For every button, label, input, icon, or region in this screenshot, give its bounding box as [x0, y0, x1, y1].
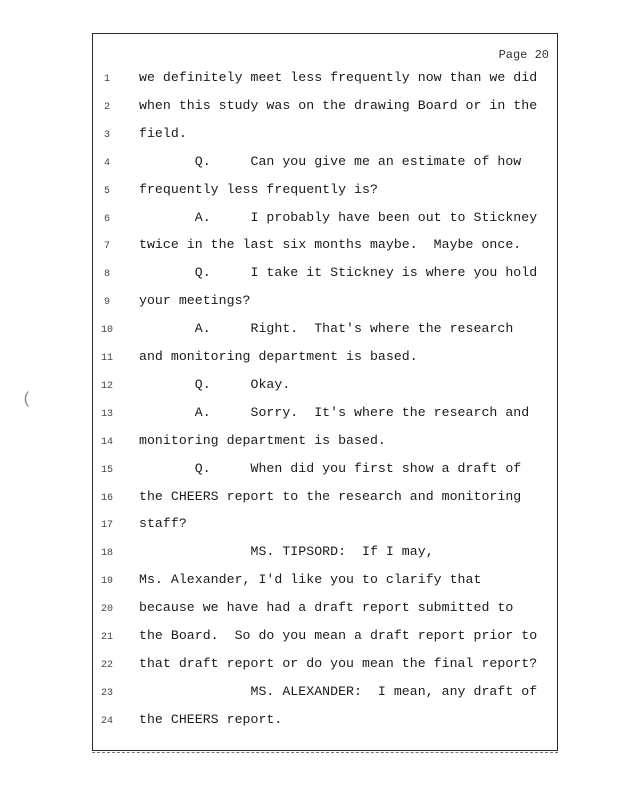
line-text: MS. TIPSORD: If I may,: [139, 544, 434, 560]
line-number: 15: [100, 464, 113, 476]
transcript-line: [93, 405, 559, 433]
line-text: Q. Can you give me an estimate of how: [139, 153, 522, 169]
line-text: monitoring department is based.: [139, 432, 386, 448]
line-number: 9: [103, 297, 110, 309]
line-number: 20: [100, 604, 113, 616]
line-number: 23: [100, 687, 113, 699]
line-text: staff?: [139, 516, 187, 532]
bottom-rule: [92, 752, 558, 754]
transcript-line: [93, 516, 559, 544]
line-text: because we have had a draft report submitted to: [139, 600, 514, 616]
transcript-line: [93, 712, 559, 740]
transcript-line: [93, 544, 559, 572]
line-text: when this study was on the drawing Board or in the: [139, 97, 538, 113]
transcript-page: [92, 33, 558, 751]
line-number: 11: [100, 353, 113, 364]
line-text: field.: [139, 125, 187, 141]
line-number: 18: [100, 548, 113, 560]
line-number: 12: [100, 380, 113, 392]
margin-mark-icon: (: [22, 390, 32, 408]
line-text: twice in the last six months maybe. Maybe once.: [139, 237, 522, 253]
line-text: the Board. So do you mean a draft report prior to: [139, 628, 538, 643]
line-number: 21: [100, 632, 113, 643]
page-number: Page 20: [498, 48, 549, 62]
line-number: 10: [100, 325, 113, 337]
line-text: Q. I take it Stickney is where you hold: [139, 265, 538, 281]
line-number: 4: [103, 157, 110, 169]
line-number: 8: [103, 269, 110, 281]
line-text: MS. ALEXANDER: I mean, any draft of: [139, 683, 538, 699]
line-text: and monitoring department is based.: [139, 349, 418, 364]
transcript-line: [93, 237, 559, 265]
line-text: the CHEERS report.: [139, 711, 283, 727]
transcript-line: [93, 684, 559, 712]
line-text: Q. Okay.: [139, 376, 291, 392]
line-text: Q. When did you first show a draft of: [139, 460, 522, 476]
line-number: 7: [103, 241, 110, 253]
transcript-line: [93, 377, 559, 405]
line-number: 24: [100, 715, 113, 727]
line-number: 2: [103, 101, 110, 113]
transcript-line: [93, 656, 559, 684]
transcript-line: [93, 461, 559, 489]
transcript-line: [93, 98, 559, 126]
transcript-line: [93, 265, 559, 293]
line-text: A. Right. That's where the research: [139, 321, 514, 337]
transcript-line: [93, 182, 559, 210]
line-number: 3: [103, 129, 110, 141]
line-text: your meetings?: [139, 293, 251, 309]
line-number: 14: [100, 436, 113, 448]
transcript-line: [93, 349, 559, 377]
line-text: we definitely meet less frequently now than we did: [139, 70, 538, 85]
transcript-line: [93, 154, 559, 182]
transcript-line: [93, 628, 559, 656]
line-number: 22: [100, 659, 113, 671]
transcript-line: [93, 572, 559, 600]
transcript-line: [93, 210, 559, 238]
line-text: Ms. Alexander, I'd like you to clarify that: [139, 572, 482, 588]
line-text: A. Sorry. It's where the research and: [139, 404, 530, 420]
line-number: 19: [100, 576, 113, 588]
line-number: 16: [100, 492, 113, 504]
transcript-line: [93, 321, 559, 349]
line-text: A. I probably have been out to Stickney: [139, 209, 538, 225]
line-number: 13: [100, 408, 113, 420]
transcript-line: [93, 489, 559, 517]
line-number: 6: [103, 213, 110, 225]
transcript-line: [93, 70, 559, 98]
line-text: frequently less frequently is?: [139, 181, 378, 197]
line-text: the CHEERS report to the research and monitoring: [139, 488, 522, 504]
line-number: 1: [103, 74, 110, 85]
transcript-line: [93, 126, 559, 154]
transcript-line: [93, 600, 559, 628]
line-text: that draft report or do you mean the final report?: [139, 655, 538, 671]
transcript-line: [93, 293, 559, 321]
line-number: 5: [103, 185, 110, 197]
transcript-line: [93, 433, 559, 461]
line-number: 17: [100, 520, 113, 532]
